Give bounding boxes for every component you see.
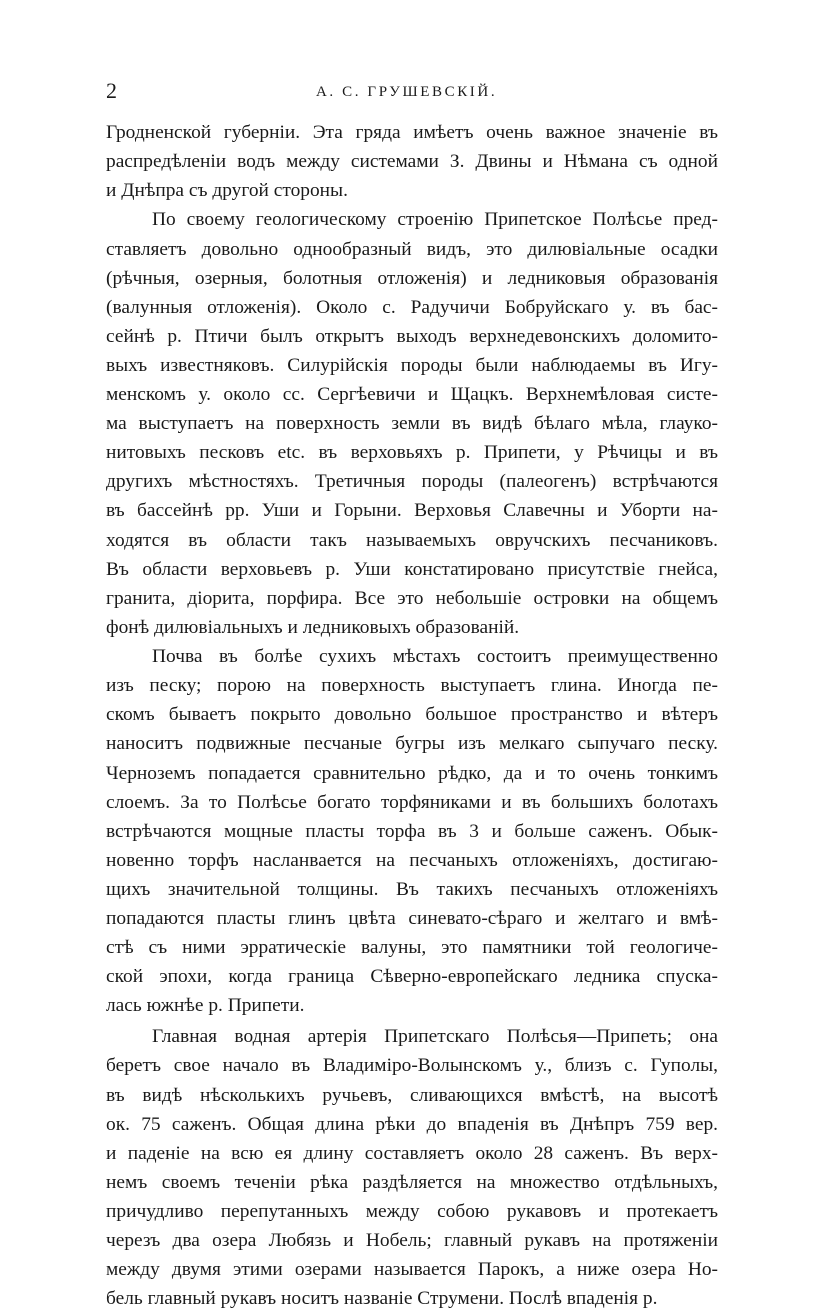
text-line: Почва въ болѣе сухихъ мѣстахъ состоитъ преимущественно bbox=[152, 646, 718, 668]
text-line: распредѣленіи водъ между системами З. Двины и Нѣмана съ одной bbox=[106, 151, 718, 173]
text-line: наноситъ подвижные песчаные бугры изъ мелкаго сыпучаго песку. bbox=[106, 733, 718, 755]
body-text bbox=[106, 118, 718, 1313]
text-line: ставляетъ довольно однообразный видъ, это дилювіальные осадки bbox=[106, 238, 718, 260]
text-line: причудливо перепутанныхъ между собою рукавовъ и протекаетъ bbox=[106, 1200, 718, 1222]
paragraph bbox=[106, 1022, 718, 1313]
text-line: гранита, діорита, порфира. Все это небольшіе островки на общемъ bbox=[106, 587, 718, 609]
text-line: черезъ два озера Любязь и Нобель; главный рукавъ на протяженіи bbox=[106, 1230, 718, 1252]
running-title: А. С. ГРУШЕВСКІЙ. bbox=[316, 84, 498, 100]
paragraph bbox=[106, 642, 718, 1020]
text-line: стѣ съ ними эрратическіе валуны, это памятники той геологиче- bbox=[106, 937, 718, 959]
text-line: слоемъ. За то Полѣсье богато торфяниками и въ большихъ болотахъ bbox=[106, 791, 718, 813]
text-line: скомъ бываетъ покрыто довольно большое пространство и вѣтеръ bbox=[106, 704, 718, 726]
text-line: Черноземъ попадается сравнительно рѣдко, да и то очень тонкимъ bbox=[106, 762, 718, 784]
text-line: въ видѣ нѣсколькихъ ручьевъ, сливающихся вмѣстѣ, на высотѣ bbox=[106, 1084, 718, 1106]
text-line: встрѣчаются мощные пласты торфа въ 3 и больше саженъ. Обык- bbox=[106, 820, 718, 842]
text-line: Гродненской губерніи. Эта гряда имѣетъ очень важное значеніе въ bbox=[106, 122, 718, 143]
page-number: 2 bbox=[106, 78, 117, 103]
text-line: ма выступаетъ на поверхность земли въ видѣ бѣлаго мѣла, глауко- bbox=[106, 413, 718, 435]
page-header bbox=[106, 78, 718, 104]
text-line: ской эпохи, когда граница Сѣверно-европейскаго ледника спуска- bbox=[106, 966, 718, 988]
text-line: ходятся въ области такъ называемыхъ овручскихъ песчаниковъ. bbox=[106, 529, 718, 551]
text-line: и паденіе на всю ея длину составляетъ около 28 саженъ. Въ верх- bbox=[106, 1142, 718, 1164]
text-line: въ бассейнѣ рр. Уши и Горыни. Верховья Славечны и Уборти на- bbox=[106, 500, 718, 522]
text-line: лась южнѣе р. Припети. bbox=[106, 995, 305, 1017]
paragraph bbox=[106, 118, 718, 205]
text-line: выхъ известняковъ. Силурійскія породы были наблюдаемы въ Игу- bbox=[106, 354, 718, 376]
text-line: другихъ мѣстностяхъ. Третичныя породы (палеогенъ) встрѣчаются bbox=[106, 471, 718, 493]
text-line: (валунныя отложенія). Около с. Радучичи Бобруйскаго у. въ бас- bbox=[106, 296, 718, 318]
text-line: ок. 75 саженъ. Общая длина рѣки до впаденія въ Днѣпръ 759 вер. bbox=[106, 1113, 718, 1135]
text-line: изъ песку; порою на поверхность выступаетъ глина. Иногда пе- bbox=[106, 675, 718, 697]
text-line: сейнѣ р. Птичи былъ открытъ выходъ верхнедевонскихъ доломито- bbox=[106, 325, 718, 347]
text-line: новенно торфъ насланвается на песчаныхъ отложеніяхъ, достигаю- bbox=[106, 849, 718, 871]
text-line: фонѣ дилювіальныхъ и ледниковыхъ образованій. bbox=[106, 616, 520, 638]
paragraph bbox=[106, 205, 718, 641]
text-line: бель главный рукавъ носитъ названіе Струмени. Послѣ впаденія р. bbox=[106, 1288, 658, 1310]
text-line: беретъ свое начало въ Владиміро-Волынскомъ у., близъ с. Гуполы, bbox=[106, 1055, 718, 1077]
text-line: и Днѣпра съ другой стороны. bbox=[106, 180, 348, 202]
text-line: нитовыхъ песковъ etc. въ верховьяхъ р. Припети, у Рѣчицы и въ bbox=[106, 442, 718, 464]
text-line: менскомъ у. около сс. Сергѣевичи и Щацкъ. Верхнемѣловая систе- bbox=[106, 384, 718, 406]
text-line: щихъ значительной толщины. Въ такихъ песчаныхъ отложеніяхъ bbox=[106, 878, 718, 900]
text-line: Главная водная артерія Припетскаго Полѣсья—Припеть; она bbox=[152, 1026, 718, 1048]
text-line: По своему геологическому строенію Припетское Полѣсье пред- bbox=[152, 209, 718, 231]
text-line: Въ области верховьевъ р. Уши констатировано присутствіе гнейса, bbox=[106, 558, 718, 580]
text-line: (рѣчныя, озерныя, болотныя отложенія) и ледниковыя образованія bbox=[106, 267, 718, 289]
text-line: немъ своемъ теченіи рѣка раздѣляется на множество отдѣльныхъ, bbox=[106, 1171, 718, 1193]
text-line: попадаются пласты глинъ цвѣта синевато-сѣраго и желтаго и вмѣ- bbox=[106, 908, 718, 930]
text-line: между двумя этими озерами называется Парокъ, а ниже озера Но- bbox=[106, 1259, 718, 1281]
